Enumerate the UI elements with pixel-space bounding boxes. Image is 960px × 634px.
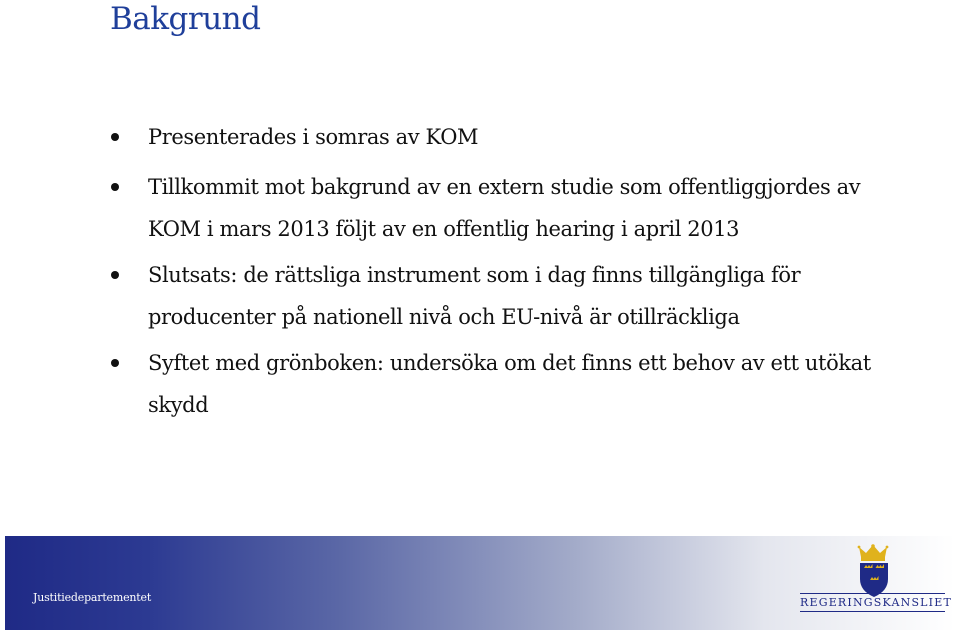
bullet-dot-icon — [111, 359, 119, 367]
bullet-text: Syftet med grönboken: undersöka om det finns ett behov av ett utökat skydd — [148, 351, 871, 417]
bullet-dot-icon — [111, 271, 119, 279]
bullet-dot-icon — [111, 133, 119, 141]
department-name: Justitiedepartementet — [33, 591, 152, 604]
bullet-item — [111, 166, 911, 250]
logo-text: REGERINGSKANSLIET — [800, 596, 952, 609]
bullet-text: Slutsats: de rättsliga instrument som i dag finns tillgängliga för producenter på nationell nivå och EU-nivå är otillräckliga — [148, 263, 801, 329]
bullet-text: Presenterades i somras av KOM — [148, 125, 479, 149]
bullet-item — [111, 254, 911, 338]
bullet-item — [111, 342, 911, 426]
bullet-text: Tillkommit mot bakgrund av en extern studie som offentliggjordes av KOM i mars 2013 följt av en offentlig hearing i april 2013 — [148, 175, 861, 241]
bullet-list — [111, 116, 911, 426]
bullet-dot-icon — [111, 183, 119, 191]
slide-title: Bakgrund — [110, 1, 261, 37]
logo-rule-top — [800, 593, 945, 594]
logo-rule-bottom — [800, 611, 945, 612]
bullet-item — [111, 116, 911, 158]
